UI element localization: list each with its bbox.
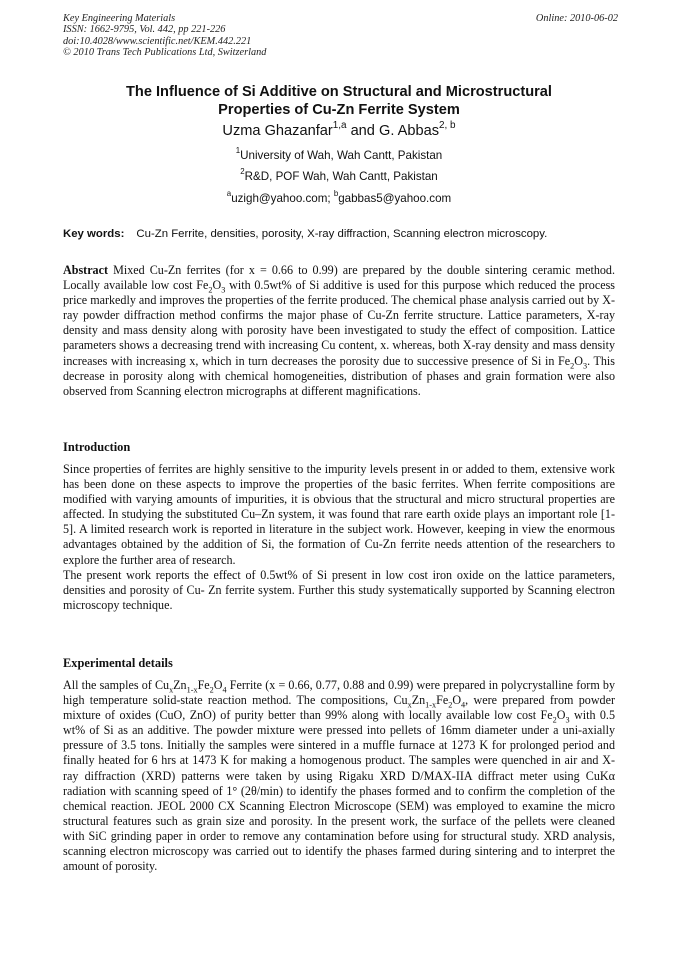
journal-doi: doi:10.4028/www.scientific.net/KEM.442.221 <box>63 35 252 47</box>
keywords-label: Key words: <box>63 228 125 240</box>
abstract-text: with 0.5wt% of Si additive is used for this purpose which reduced the process price markedly and improves the properties of the ferrite produced. The chemical phase analysis carried out by X-ray powder diffraction method confirms the major phase of Cu-Zn ferrite structure. Lattice parameters, X-ray density and mass density along with porosity have been investigated to study the effect of composition. Lattice parameters shows a decreasing trend with increasing Cu content, x. whereas, both X-ray density and mass density increases with increasing x, which in turn decreases the porosity due to successive presence of Si in Fe <box>63 278 615 368</box>
body-text: , were prepared from powder mixture of oxides (CuO, ZnO) of purity better than 99% along with locally available low cost Fe <box>63 693 615 723</box>
subscript: 3 <box>565 715 570 725</box>
experimental-body <box>63 678 615 874</box>
journal-name: Key Engineering Materials <box>63 13 176 24</box>
introduction-body <box>63 462 615 613</box>
online-date: Online: 2010-06-02 <box>535 13 618 24</box>
abstract-label: Abstract <box>63 263 109 277</box>
title-line-1: The Influence of Si Additive on Structural and Microstructural <box>126 84 552 100</box>
author-emails <box>60 189 618 206</box>
body-text: Ferrite (x = 0.66, 0.77, 0.88 and 0.99) were prepared in polycrystalline form by high temperature solid-state reaction method. The compositions, Cu <box>63 678 615 708</box>
abstract-text: O <box>212 278 222 293</box>
affiliation-2-text: R&D, POF Wah, Wah Cantt, Pakistan <box>244 170 438 183</box>
subscript: 2 <box>448 700 453 710</box>
introduction-heading: Introduction <box>63 440 131 454</box>
affiliation-2 <box>60 167 618 184</box>
subscript: x <box>407 700 412 710</box>
abstract-text: O <box>574 353 583 368</box>
experimental-heading: Experimental details <box>63 656 173 670</box>
email-b: gabbas5@yahoo.com <box>338 192 452 205</box>
subscript: 2 <box>570 360 575 370</box>
author-conjunction: and <box>346 123 379 139</box>
affiliation-2-mark: 2 <box>240 167 245 177</box>
email-a: uzigh@yahoo.com; <box>231 192 334 205</box>
body-text: All the samples of Cu <box>63 678 170 692</box>
affiliation-1 <box>60 146 618 163</box>
subscript: 2 <box>552 715 557 725</box>
abstract-text: . This decrease in porosity along with chemical homogeneities, distribution of phases and grain formation were also observed from Scanning electron micrographs at different magnifications. <box>63 353 615 398</box>
body-text: with 0.5 wt% of Si as an additive. The powder mixture were pressed into pellets of 16mm diameter under a uni-axially pressure of 3.5 tons. Initially the samples were sintered in a muffle furnace at 1273 K for prolonged period and finally heated for 6 hrs at 1473 K for making a homogenous product. The samples were quenched in air and X-ray diffraction (XRD) patterns were taken by using Rigaku XRD D/MAX-IIA diffract meter using CuKα radiation with scanning speed of 1° (2θ/min) to identify the phases formed and to confirm the completion of the chemical reaction. JEOL 2000 CX Scanning Electron Microscope (SEM) was employed to examine the micro structural features such as grain size and porosity. In the present work, the surface of the pellets were cleaned with SiC grinding paper in order to remove any contamination before using for structural study. XRD analysis, scanning electron microscopy was carried out to identify the phases farmed during sintering and to interpret the amount of porosity. <box>63 708 615 874</box>
subscript: 1-x <box>425 700 437 710</box>
keywords <box>63 227 623 241</box>
body-text: O <box>452 693 462 708</box>
paper-title <box>60 83 618 119</box>
author-1: Uzma Ghazanfar <box>222 123 333 139</box>
email-b-mark: b <box>333 189 339 199</box>
body-text: Fe <box>436 693 449 708</box>
title-line-2: Properties of Cu-Zn Ferrite System <box>218 102 460 118</box>
author-2-affil-mark: 2, b <box>439 120 456 132</box>
keywords-text: Cu-Zn Ferrite, densities, porosity, X-ray diffraction, Scanning electron microscopy. <box>136 228 548 240</box>
journal-issn: ISSN: 1662-9795, Vol. 442, pp 221-226 <box>63 24 226 36</box>
subscript: 3 <box>221 285 226 295</box>
body-text: O <box>213 678 223 692</box>
subscript: 2 <box>209 685 214 695</box>
journal-copyright: © 2010 Trans Tech Publications Ltd, Switzerland <box>63 47 267 59</box>
subscript: 4 <box>222 685 227 695</box>
body-text: Zn <box>173 678 187 692</box>
abstract <box>63 263 615 399</box>
body-text: Zn <box>411 693 426 708</box>
abstract-text: Mixed Cu-Zn ferrites (for x = 0.66 to 0.99) are prepared by the double sintering ceramic method. Locally available low cost Fe <box>63 263 615 293</box>
subscript: 4 <box>461 700 466 710</box>
email-a-mark: a <box>226 189 232 199</box>
author-1-affil-mark: 1,a <box>332 120 347 132</box>
body-text: Fe <box>197 678 210 692</box>
introduction-paragraph-2: The present work reports the effect of 0.5wt% of Si present in low cost iron oxide on the lattice parameters, densities and porosity of Cu- Zn ferrite system. Further this study systematically supported by Scanning electron microscopy technique. <box>63 567 615 612</box>
subscript: x <box>169 685 174 695</box>
author-2: G. Abbas <box>378 123 440 139</box>
affiliation-1-text: University of Wah, Wah Cantt, Pakistan <box>240 149 443 162</box>
subscript: 3 <box>582 360 588 370</box>
author-list <box>60 122 618 140</box>
affiliation-1-mark: 1 <box>235 146 241 156</box>
subscript: 1-x <box>186 685 198 695</box>
subscript: 2 <box>208 285 213 295</box>
body-text: O <box>556 708 566 723</box>
introduction-paragraph-1: Since properties of ferrites are highly sensitive to the impurity levels present in or added to them, extensive work has been done on these aspects to improve the properties of the basic ferrites. When ferrite compositions are modified with varying amounts of impurities, it is obvious that the structural and micro structural properties are affected. In studying the substituted Cu–Zn system, it was found that rare earth oxide plays an important role [1-5]. A limited research work is reported in literature in the subject work. However, keeping in view the enormous advantages obtained by the addition of Si, the formation of Cu-Zn ferrite needs attention of the researchers to explore the further area of research. <box>63 462 615 567</box>
journal-header <box>63 13 618 59</box>
